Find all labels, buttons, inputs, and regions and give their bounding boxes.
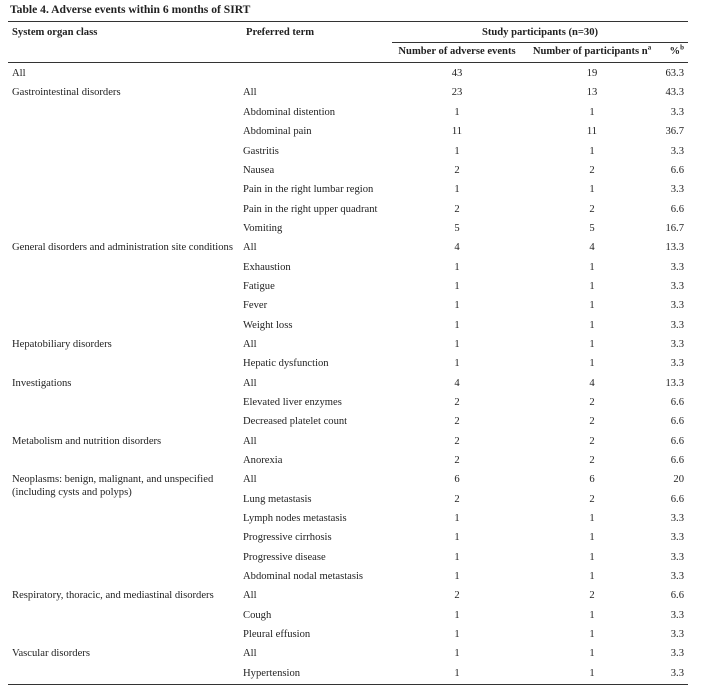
adverse-events-count-cell: 1: [454, 339, 460, 350]
participants-count-cell: 19: [586, 68, 598, 79]
percent-cell: 3.3: [670, 532, 684, 543]
percent-cell: 6.6: [670, 204, 684, 215]
preferred-term-cell: Lymph nodes metastasis: [243, 513, 347, 524]
preferred-term-cell: All: [243, 474, 257, 485]
adverse-events-count-cell: 2: [454, 416, 460, 427]
adverse-events-count-cell: 4: [454, 378, 460, 389]
adverse-events-count-cell: 1: [454, 320, 460, 331]
header-participants-footnote: a: [647, 43, 652, 52]
participants-count-cell: 1: [589, 184, 595, 195]
participants-count-cell: 1: [589, 107, 595, 118]
system-organ-class-cell: Hepatobiliary disorders: [12, 339, 112, 350]
header-percent-text: %: [669, 46, 681, 57]
percent-cell: 20: [673, 474, 684, 485]
header-bottom-rule: [8, 62, 688, 63]
participants-count-cell: 1: [589, 552, 595, 563]
adverse-events-count-cell: 1: [454, 107, 460, 118]
participants-count-cell: 1: [589, 146, 595, 157]
percent-cell: 3.3: [670, 513, 684, 524]
adverse-events-count-cell: 1: [454, 184, 460, 195]
participants-count-cell: 1: [589, 648, 595, 659]
adverse-events-count-cell: 1: [454, 262, 460, 273]
preferred-term-cell: Progressive disease: [243, 552, 326, 563]
percent-cell: 3.3: [670, 320, 684, 331]
percent-cell: 6.6: [670, 397, 684, 408]
preferred-term-cell: Pain in the right lumbar region: [243, 184, 374, 195]
preferred-term-cell: Vomiting: [243, 223, 283, 234]
header-study-participants: Study participants (n=30): [481, 27, 599, 38]
system-organ-class-cell: All: [12, 68, 26, 79]
participants-count-cell: 2: [589, 590, 595, 601]
adverse-events-count-cell: 1: [454, 146, 460, 157]
preferred-term-cell: Exhaustion: [243, 262, 291, 273]
adverse-events-count-cell: 2: [454, 204, 460, 215]
participants-count-cell: 1: [589, 571, 595, 582]
percent-cell: 3.3: [670, 107, 684, 118]
adverse-events-count-cell: 2: [454, 436, 460, 447]
participants-count-cell: 13: [586, 87, 598, 98]
bottom-rule: [8, 684, 688, 685]
participants-count-cell: 6: [589, 474, 595, 485]
preferred-term-cell: Cough: [243, 610, 272, 621]
system-organ-class-cell: Investigations: [12, 378, 72, 389]
participants-count-cell: 1: [589, 339, 595, 350]
header-number-of-adverse-events: Number of adverse events: [398, 46, 516, 57]
preferred-term-cell: Progressive cirrhosis: [243, 532, 332, 543]
preferred-term-cell: Nausea: [243, 165, 275, 176]
preferred-term-cell: Abdominal pain: [243, 126, 312, 137]
participants-count-cell: 4: [589, 242, 595, 253]
preferred-term-cell: Hepatic dysfunction: [243, 358, 329, 369]
participants-count-cell: 1: [589, 513, 595, 524]
preferred-term-cell: Abdominal distention: [243, 107, 336, 118]
percent-cell: 3.3: [670, 552, 684, 563]
percent-cell: 6.6: [670, 590, 684, 601]
header-number-of-participants: [532, 43, 652, 57]
preferred-term-cell: All: [243, 590, 257, 601]
adverse-events-count-cell: 2: [454, 494, 460, 505]
participants-count-cell: 1: [589, 281, 595, 292]
participants-count-cell: 11: [586, 126, 598, 137]
system-organ-class-cell: Gastrointestinal disorders: [12, 87, 121, 98]
percent-cell: 3.3: [670, 648, 684, 659]
percent-cell: 3.3: [670, 339, 684, 350]
adverse-events-count-cell: 2: [454, 165, 460, 176]
adverse-events-count-cell: 2: [454, 455, 460, 466]
adverse-events-count-cell: 1: [454, 513, 460, 524]
percent-cell: 6.6: [670, 165, 684, 176]
adverse-events-count-cell: 1: [454, 648, 460, 659]
top-rule: [8, 21, 688, 22]
percent-cell: 13.3: [665, 242, 684, 253]
participants-count-cell: 1: [589, 300, 595, 311]
participants-count-cell: 2: [589, 397, 595, 408]
participants-count-cell: 2: [589, 204, 595, 215]
adverse-events-count-cell: 1: [454, 571, 460, 582]
preferred-term-cell: Fatigue: [243, 281, 275, 292]
participants-count-cell: 1: [589, 262, 595, 273]
percent-cell: 6.6: [670, 455, 684, 466]
preferred-term-cell: Elevated liver enzymes: [243, 397, 342, 408]
participants-count-cell: 5: [589, 223, 595, 234]
adverse-events-count-cell: 1: [454, 281, 460, 292]
percent-cell: 6.6: [670, 436, 684, 447]
header-percent-footnote: b: [680, 43, 684, 52]
adverse-events-count-cell: 11: [451, 126, 463, 137]
preferred-term-cell: Gastritis: [243, 146, 279, 157]
preferred-term-cell: Abdominal nodal metastasis: [243, 571, 364, 582]
preferred-term-cell: Fever: [243, 300, 268, 311]
header-system-organ-class: System organ class: [12, 27, 98, 38]
preferred-term-cell: All: [243, 87, 257, 98]
adverse-events-count-cell: 1: [454, 358, 460, 369]
header-number-of-participants-text: Number of participants n: [532, 46, 648, 57]
preferred-term-cell: Anorexia: [243, 455, 283, 466]
participants-count-cell: 1: [589, 668, 595, 679]
table-title: Table 4. Adverse events within 6 months of SIRT: [10, 3, 251, 16]
system-organ-class-cell: Respiratory, thoracic, and mediastinal disorders: [12, 590, 214, 601]
percent-cell: 3.3: [670, 668, 684, 679]
participants-count-cell: 2: [589, 416, 595, 427]
percent-cell: 3.3: [670, 262, 684, 273]
percent-cell: 16.7: [665, 223, 684, 234]
percent-cell: 3.3: [670, 629, 684, 640]
header-percent: [669, 43, 685, 57]
preferred-term-cell: All: [243, 242, 257, 253]
preferred-term-cell: All: [243, 436, 257, 447]
preferred-term-cell: All: [243, 378, 257, 389]
preferred-term-cell: All: [243, 339, 257, 350]
adverse-events-count-cell: 1: [454, 610, 460, 621]
participants-count-cell: 1: [589, 610, 595, 621]
system-organ-class-cell: Metabolism and nutrition disorders: [12, 436, 162, 447]
participants-count-cell: 4: [589, 378, 595, 389]
preferred-term-cell: Pleural effusion: [243, 629, 311, 640]
participants-count-cell: 2: [589, 165, 595, 176]
adverse-events-count-cell: 1: [454, 552, 460, 563]
participants-count-cell: 2: [589, 494, 595, 505]
percent-cell: 6.6: [670, 416, 684, 427]
preferred-term-cell: Lung metastasis: [243, 494, 312, 505]
adverse-events-count-cell: 1: [454, 532, 460, 543]
preferred-term-cell: All: [243, 648, 257, 659]
preferred-term-cell: Pain in the right upper quadrant: [243, 204, 378, 215]
percent-cell: 6.6: [670, 494, 684, 505]
adverse-events-count-cell: 2: [454, 397, 460, 408]
participants-count-cell: 1: [589, 532, 595, 543]
participants-count-cell: 1: [589, 629, 595, 640]
percent-cell: 43.3: [665, 87, 684, 98]
percent-cell: 3.3: [670, 610, 684, 621]
preferred-term-cell: Decreased platelet count: [243, 416, 348, 427]
percent-cell: 3.3: [670, 146, 684, 157]
percent-cell: 63.3: [665, 68, 684, 79]
percent-cell: 3.3: [670, 184, 684, 195]
adverse-events-count-cell: 6: [454, 474, 460, 485]
system-organ-class-cell: Neoplasms: benign, malignant, and unspecified (including cysts and polyps): [12, 474, 214, 498]
percent-cell: 36.7: [665, 126, 684, 137]
adverse-events-count-cell: 1: [454, 668, 460, 679]
preferred-term-cell: Hypertension: [243, 668, 301, 679]
system-organ-class-cell: General disorders and administration site conditions: [12, 242, 233, 253]
adverse-events-count-cell: 1: [454, 300, 460, 311]
adverse-events-count-cell: 23: [451, 87, 463, 98]
percent-cell: 13.3: [665, 378, 684, 389]
percent-cell: 3.3: [670, 300, 684, 311]
participants-count-cell: 2: [589, 455, 595, 466]
header-subrule: [392, 42, 688, 43]
adverse-events-count-cell: 5: [454, 223, 460, 234]
percent-cell: 3.3: [670, 571, 684, 582]
system-organ-class-cell: Vascular disorders: [12, 648, 90, 659]
participants-count-cell: 2: [589, 436, 595, 447]
header-preferred-term: Preferred term: [246, 27, 315, 38]
adverse-events-count-cell: 1: [454, 629, 460, 640]
percent-cell: 3.3: [670, 358, 684, 369]
preferred-term-cell: Weight loss: [243, 320, 293, 331]
adverse-events-count-cell: 4: [454, 242, 460, 253]
participants-count-cell: 1: [589, 358, 595, 369]
participants-count-cell: 1: [589, 320, 595, 331]
adverse-events-count-cell: 2: [454, 590, 460, 601]
percent-cell: 3.3: [670, 281, 684, 292]
adverse-events-count-cell: 43: [451, 68, 463, 79]
